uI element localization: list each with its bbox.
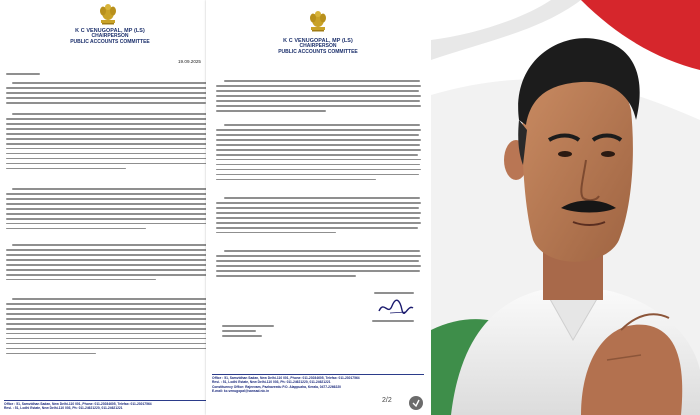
footer-office-line: Office : 51, Samvidhan Sadan, New Delhi-110 001, Phone: 011-23034605, Telefax: 011-23017564 [212,376,360,380]
footer-block [212,376,412,394]
letter-page-1 [0,0,222,415]
body-paragraph-2 [6,113,214,173]
body-paragraph-1 [216,80,422,115]
body-paragraph-3 [216,197,422,237]
salutation-line [6,73,46,78]
footer-rule [4,400,218,401]
letterhead-block [60,28,160,46]
national-emblem-icon [308,8,328,34]
letter-page-2 [206,0,431,415]
letterhead-committee: PUBLIC ACCOUNTS COMMITTEE [278,49,358,56]
footer-office-line: Office : 51, Samvidhan Sadan, New Delhi-110 001, Phone: 011-23034605, Telefax: 011-23017564 [4,402,152,406]
letterhead-committee: PUBLIC ACCOUNTS COMMITTEE [70,39,150,46]
letterhead-name: K C VENUGOPAL, MP (LS) [283,38,353,44]
portrait-illustration [431,0,700,415]
body-paragraph-3 [6,188,214,233]
signatory-name-line [372,320,416,325]
signature-icon [376,296,416,318]
footer-rule [212,374,424,375]
footer-block [4,402,218,411]
page-indicator: 2/2 [382,397,392,404]
body-paragraph-4 [216,250,422,280]
letter-date: 19.09.2025 [178,59,201,64]
body-paragraph-5 [6,298,214,358]
footer-resi-line: Resi. : 51, Lodhi Estate, New Delhi-110 003, Ph: 011-24621220, 011-24621221 [4,406,123,411]
letterhead-block [268,38,368,56]
national-emblem-icon [98,2,118,26]
portrait-photo [431,0,700,415]
footer-constituency-line: Constituency Office: Rajeevam, Pazhaveedu P.O. Alappuzha, Kerala, 0477-2266220 [212,384,341,389]
footer-resi-line: Resi. : 51, Lodhi Estate, New Delhi-110 003, Ph: 011-24621220, 011-24621221 [212,380,331,385]
letterhead-role: CHAIRPERSON [299,43,337,50]
recipient-block [222,325,292,340]
letterhead-role: CHAIRPERSON [91,33,129,40]
footer-email-line: E-mail: kc.venugopal@sansad.nic.in [212,389,270,394]
letterhead-name: K C VENUGOPAL, MP (LS) [75,28,145,34]
body-paragraph-1 [6,82,214,107]
body-paragraph-4 [6,244,214,284]
body-paragraph-2 [216,124,422,184]
page-corner-icon [408,395,424,411]
